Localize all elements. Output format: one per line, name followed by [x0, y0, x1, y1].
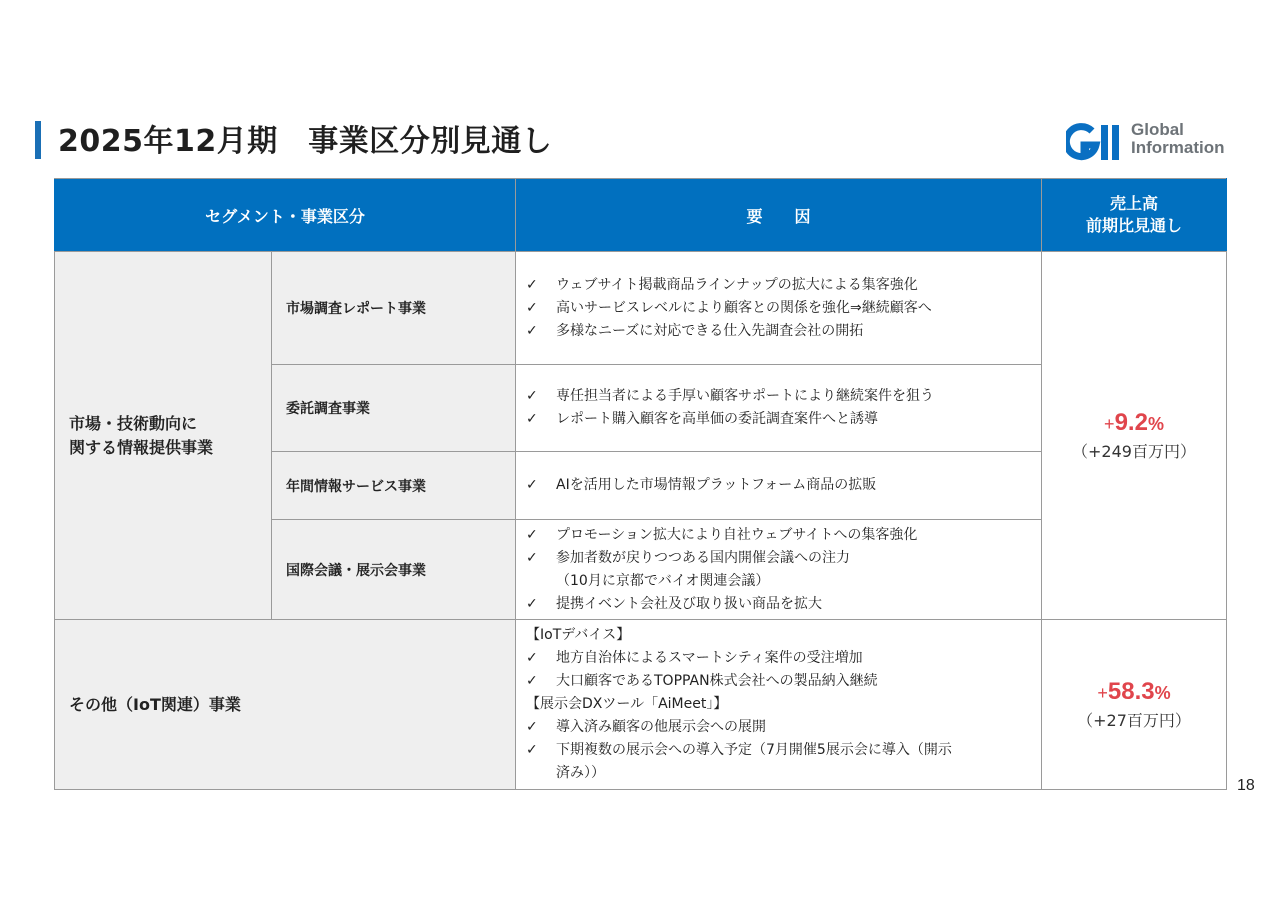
factor-text: 地方自治体によるスマートシティ案件の受注増加 [556, 650, 863, 666]
logo-line1: Global [1131, 120, 1184, 139]
factor-line [526, 716, 1031, 739]
factor-text: （10月に京都でバイオ関連会議） [556, 572, 770, 589]
title-accent-bar [35, 121, 41, 159]
factor-line [526, 385, 1031, 408]
factor-cell [516, 452, 1042, 520]
table-header-row [55, 179, 1227, 252]
logo-wordmark [1131, 121, 1225, 157]
check-icon: ✓ [526, 477, 538, 493]
factor-text: プロモーション拡大により自社ウェブサイトへの集客強化 [556, 526, 918, 543]
sales-outlook-info [1042, 252, 1227, 620]
factor-line [526, 593, 1031, 616]
factor-line [526, 320, 1031, 343]
sub-segment-name: 国際会議・展示会事業 [272, 520, 516, 620]
factor-text: 高いサービスレベルにより顧客との関係を強化⇒継続顧客へ [556, 299, 932, 316]
factor-heading: 【IoTデバイス】 [526, 627, 631, 643]
factor-line [526, 762, 1031, 785]
factor-heading: 【展示会DXツール「AiMeet」】 [526, 696, 728, 712]
check-icon: ✓ [526, 526, 538, 543]
sub-segment-name: 委託調査事業 [272, 365, 516, 452]
check-icon: ✓ [526, 549, 538, 566]
factor-text: レポート購入顧客を高単価の委託調査案件へと誘導 [556, 411, 878, 427]
check-icon: ✓ [526, 299, 538, 316]
segment-name-iot: その他（IoT関連）事業 [55, 620, 516, 790]
logo-line2: Information [1131, 138, 1225, 157]
sales-growth-rate: +9.2% [1104, 409, 1164, 436]
factor-text: AIを活用した市場情報プラットフォーム商品の拡販 [556, 477, 877, 493]
factor-text: 参加者数が戻りつつある国内開催会議への注力 [556, 549, 850, 566]
sub-segment-name: 市場調査レポート事業 [272, 252, 516, 365]
segment-name-info [55, 252, 272, 620]
segment-name-line1: 市場・技術動向に [69, 413, 198, 433]
header-factors: 要 因 [516, 179, 1042, 252]
factor-text: 大口顧客であるTOPPAN株式会社への製品納入継続 [556, 673, 878, 689]
factor-cell [516, 520, 1042, 620]
sub-segment-name: 年間情報サービス事業 [272, 452, 516, 520]
factor-line [526, 570, 1031, 593]
factor-line [526, 274, 1031, 297]
check-blank [526, 570, 556, 593]
check-icon: ✓ [526, 742, 538, 758]
factor-cell [516, 365, 1042, 452]
table-row [55, 620, 1227, 790]
header-segment: セグメント・事業区分 [55, 179, 516, 252]
check-icon: ✓ [526, 719, 538, 735]
page-title: 2025年12月期 事業区分別見通し [58, 124, 553, 159]
factor-text: 提携イベント会社及び取り扱い商品を拡大 [556, 595, 822, 612]
factor-line [526, 474, 1031, 497]
header-sales-line2: 前期比見通し [1085, 216, 1182, 235]
factor-text: 専任担当者による手厚い顧客サポートにより継続案件を狙う [556, 388, 934, 404]
factor-line [526, 647, 1031, 670]
table-row [55, 252, 1227, 365]
header-sales [1042, 179, 1227, 252]
check-icon: ✓ [526, 595, 538, 612]
check-icon: ✓ [526, 388, 538, 404]
factor-text: 下期複数の展示会への導入予定（7月開催5展示会に導入（開示 [556, 742, 952, 758]
check-icon: ✓ [526, 322, 538, 339]
factor-line [526, 670, 1031, 693]
factor-text: 済み）） [556, 765, 605, 781]
segment-name-line2: 関する情報提供事業 [69, 437, 214, 457]
header-sales-line1: 売上高 [1109, 194, 1158, 213]
check-icon: ✓ [526, 650, 538, 666]
factor-text: 導入済み顧客の他展示会への展開 [556, 719, 766, 735]
sales-growth-amount: （+27百万円） [1077, 711, 1191, 730]
check-icon: ✓ [526, 673, 538, 689]
factor-text: ウェブサイト掲載商品ラインナップの拡大による集客強化 [556, 276, 918, 293]
segment-outlook-table [54, 178, 1227, 790]
page-number: 18 [1237, 777, 1255, 794]
factor-cell [516, 252, 1042, 365]
factor-line [526, 739, 1031, 762]
check-blank [526, 762, 556, 785]
sales-growth-rate: +58.3% [1097, 678, 1171, 705]
check-icon: ✓ [526, 411, 538, 427]
sales-growth-amount: （+249百万円） [1072, 442, 1196, 461]
factor-line [526, 297, 1031, 320]
factor-line [526, 408, 1031, 431]
check-icon: ✓ [526, 276, 538, 293]
factor-line [526, 524, 1031, 547]
sales-outlook-iot [1042, 620, 1227, 790]
factor-line [526, 547, 1031, 570]
factor-cell [516, 620, 1042, 790]
factor-text: 多様なニーズに対応できる仕入先調査会社の開拓 [556, 322, 864, 339]
